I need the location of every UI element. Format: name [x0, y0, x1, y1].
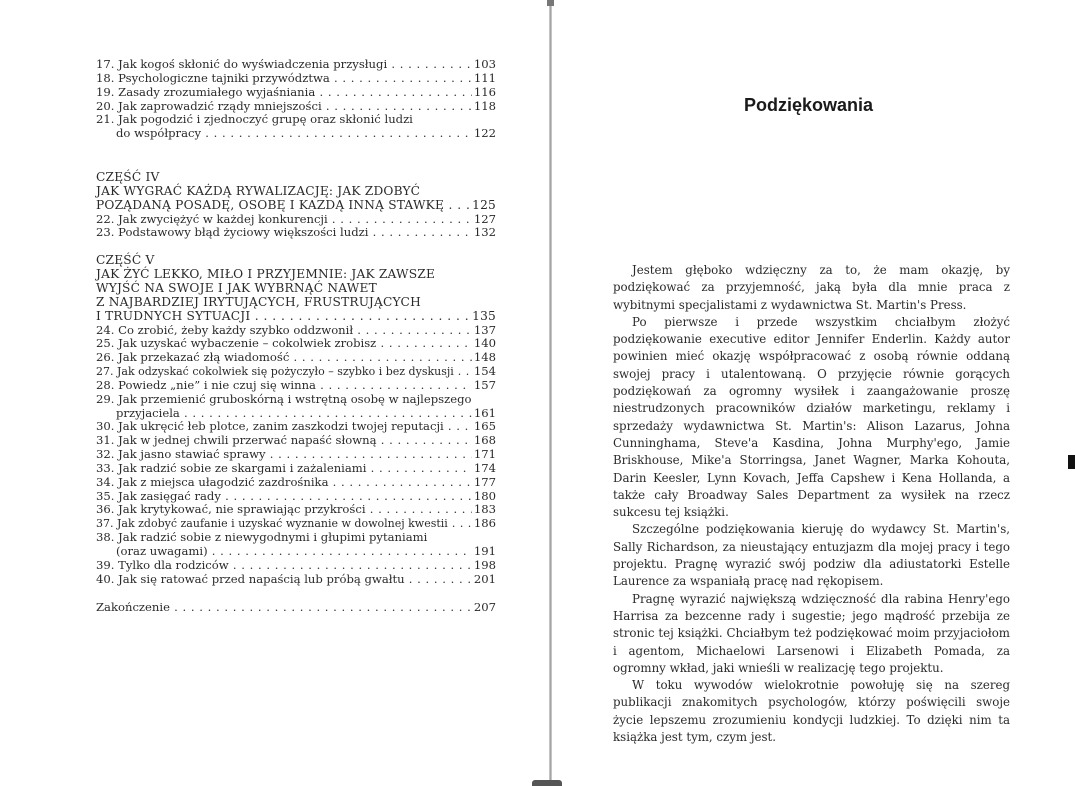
toc-entry-page: 116	[473, 84, 496, 99]
toc-entry-title: Jak przekazać złą wiadomość	[118, 351, 290, 365]
part-title: WYJŚĆ NA SWOJE I JAK WYBRNĄĆ NAWET	[96, 280, 377, 295]
part-label: CZĘŚĆ V	[96, 253, 155, 268]
table-of-contents	[96, 58, 496, 614]
toc-entry-page: 111	[473, 70, 496, 85]
book-spine	[549, 0, 552, 786]
ack-paragraph: Szczególne podziękowania kieruję do wydawcy St. Martin's, Sally Richardson, za nieustający entuzjazm dla mojej pracy i tego projektu. Pragnę wyrazić swój podziw dla adiustatorki Estelle Laurence za wspaniałą pracę nad rękopisem.	[613, 522, 1010, 589]
toc-entry-title: Psychologiczne tajniki przywództwa	[118, 71, 330, 85]
toc-entry-title: Jak zwyciężyć w każdej konkurencji	[118, 212, 328, 226]
toc-part-5	[96, 254, 496, 586]
toc-entry-title: Co zrobić, żeby każdy szybko oddzwonił	[118, 323, 354, 337]
toc-entry-40: 40. Jak się ratować przed napaścią lub próbą gwałtu . . . 201	[96, 573, 496, 587]
part-title-last: I TRUDNYCH SYTUACJI . . . 135	[96, 310, 496, 324]
toc-entry-page: 154	[473, 364, 496, 379]
toc-entry-title: Jak odzyskać cokolwiek się pożyczyło – szybko i bez dyskusji	[117, 365, 454, 379]
toc-entry-title: Jak uzyskać wybaczenie – cokolwiek zrobisz	[118, 337, 377, 351]
toc-entry-page: 201	[473, 571, 496, 586]
toc-entry-page: 161	[473, 405, 496, 420]
toc-entry-page: 103	[473, 57, 496, 71]
toc-entry-page: 157	[473, 377, 496, 392]
toc-entry-title: Jak w jednej chwili przerwać napaść słowną	[118, 434, 377, 448]
toc-entry-38: 38. Jak radzić sobie z niewygodnymi i głupimi pytaniami	[96, 530, 428, 545]
toc-entry-27: 27. Jak odzyskać cokolwiek się pożyczyło – szybko i bez dyskusji . . . 154	[96, 365, 496, 379]
toc-entry-19: 19. Zasady zrozumiałego wyjaśniania . . . 116	[96, 86, 496, 100]
part-title-last: POŻĄDANĄ POSADĘ, OSOBĘ I KAŻDĄ INNĄ STAWKĘ . . . 125	[96, 199, 496, 213]
toc-entry-38-cont: (oraz uwagami) . . . 191	[96, 545, 496, 559]
part-title: JAK WYGRAĆ KAŻDĄ RYWALIZACJĘ: JAK ZDOBYĆ	[96, 183, 421, 198]
toc-entry-title: Tylko dla rodziców	[118, 558, 229, 572]
toc-entry-36: 36. Jak krytykować, nie sprawiając przykrości . . . 183	[96, 503, 496, 517]
toc-entry-33: 33. Jak radzić sobie ze skargami i zażaleniami . . . 174	[96, 462, 496, 476]
toc-entry-37: 37. Jak zdobyć zaufanie i uzyskać wyznanie w dowolnej kwestii . . . 186	[96, 517, 496, 531]
toc-entry-title: Jak zdobyć zaufanie i uzyskać wyznanie w dowolnej kwestii	[117, 517, 448, 531]
part-title: JAK ŻYĆ LEKKO, MIŁO I PRZYJEMNIE: JAK ZAWSZE	[96, 267, 436, 282]
acknowledgements-heading: Podziękowania	[744, 95, 874, 115]
toc-entry-page: 177	[473, 474, 496, 489]
toc-entry-title: Zasady zrozumiałego wyjaśniania	[118, 85, 316, 99]
toc-entry-25: 25. Jak uzyskać wybaczenie – cokolwiek zrobisz . . . 140	[96, 337, 496, 351]
toc-entry-29: 29. Jak przemienić gruboskórną i wstrętną osobę w najlepszego	[96, 391, 472, 406]
toc-entry-17: 17. Jak kogoś skłonić do wyświadczenia przysługi . . . 103	[96, 58, 496, 72]
part-label: CZĘŚĆ IV	[96, 170, 160, 185]
toc-entry-18: 18. Psychologiczne tajniki przywództwa . . . 111	[96, 72, 496, 86]
toc-entry-22: 22. Jak zwyciężyć w każdej konkurencji . . . 127	[96, 213, 496, 227]
toc-entry-34: 34. Jak z miejsca ułagodzić zazdrośnika . . . 177	[96, 476, 496, 490]
toc-conclusion	[96, 601, 496, 615]
toc-entry-page: 171	[473, 447, 496, 462]
ack-paragraph: W toku wywodów wielokrotnie powołuję się na szereg publikacji znakomitych psychologów, którzy poświęcili swoje życie lepszemu zrozumieniu kondycji ludzkiej. To dzięki nim ta książka jest tym, czym jest.	[613, 678, 1010, 745]
toc-entry-title: Jak z miejsca ułagodzić zazdrośnika	[118, 475, 329, 489]
toc-entry-35: 35. Jak zasięgać rady . . . 180	[96, 490, 496, 504]
part-title: Z NAJBARDZIEJ IRYTUJĄCYCH, FRUSTRUJĄCYCH	[96, 294, 421, 309]
toc-entry-title: Jak ukręcić łeb plotce, zanim zaszkodzi twojej reputacji	[118, 420, 444, 434]
toc-entry-28: 28. Powiedz „nie” i nie czuj się winna . . . 157	[96, 379, 496, 393]
toc-entry-29-cont: przyjaciela . . . 161	[96, 407, 496, 421]
toc-entry-24: 24. Co zrobić, żeby każdy szybko oddzwonił . . . 137	[96, 324, 496, 338]
toc-entry-page: 127	[473, 211, 496, 226]
toc-entry-21-cont: do współpracy . . . 122	[96, 127, 496, 141]
toc-entry-23: 23. Podstawowy błąd życiowy większości ludzi . . . 132	[96, 226, 496, 240]
acknowledgements-body	[613, 262, 1010, 746]
toc-part-4	[96, 171, 496, 240]
toc-entry-32: 32. Jak jasno stawiać sprawy . . . 171	[96, 448, 496, 462]
toc-entry-page: 140	[473, 336, 496, 351]
toc-entry-page: 122	[473, 126, 496, 141]
toc-entry-page: 207	[473, 599, 496, 614]
toc-entry-title: Jak jasno stawiać sprawy	[118, 448, 266, 462]
toc-entry-title: Jak zasięgać rady	[118, 489, 221, 503]
toc-entry-title: Podstawowy błąd życiowy większości ludzi	[118, 226, 369, 240]
ack-paragraph: Pragnę wyrazić największą wdzięczność dla rabina Henry'ego Harrisa za bezcenne rady i sugestie; jego mądrość przebija ze stronic tej książki. Chciałbym też podziękować moim przyjaciołom i agentom, Michaelowi Larsenowi i Elizabeth Pomada, za ogromny wkład, jaki wnieśli w realizację tego projektu.	[613, 591, 1010, 675]
toc-entry-page: 174	[473, 460, 496, 475]
toc-entry-30: 30. Jak ukręcić łeb plotce, zanim zaszkodzi twojej reputacji . . . 165	[96, 420, 496, 434]
toc-entry-title: Zakończenie	[96, 600, 170, 614]
ack-paragraph: Po pierwsze i przede wszystkim chciałbym złożyć podziękowanie executive editor Jennifer Enderlin. Każdy autor powinien mieć okazję współpracować z osobą równie oddaną swojej pracy i utalentowaną. O przyjęcie równie gorących podziękowań za ogromny wysiłek i zaangażowanie proszę niestrudzonych pracowników działów marketingu, reklamy i sprzedaży wydawnictwa St. Martin's: Alison Lazarus, Johna Cunninghama, Steve'a Kasdina, Johna Murphy'ego, Jamie Briskhouse, Mike'a Storringsa, Janet Wagner, Marka Kohouta, Darin Keesler, Lynn Kovach, Jeffa Capshew i Kena Hollanda, a także cały Broadway Sales Department za wysiłek na rzecz sukcesu tej książki.	[613, 314, 1010, 520]
toc-entry-page: 148	[473, 350, 496, 365]
toc-entry-title: Jak przemienić gruboskórną i wstrętną osobę w najlepszego	[118, 391, 472, 406]
toc-entry-title: Jak pogodzić i zjednoczyć grupę oraz skłonić ludzi	[118, 112, 413, 127]
toc-entry-page: 137	[473, 322, 496, 337]
toc-entry-page: 118	[473, 98, 496, 113]
toc-entry-page: 183	[473, 502, 496, 517]
toc-entry-title: Jak krytykować, nie sprawiając przykrości	[118, 503, 366, 517]
toc-entry-page: 180	[473, 488, 496, 503]
toc-entry-page: 165	[473, 419, 496, 434]
toc-group-1	[96, 58, 496, 141]
toc-entry-title: Jak się ratować przed napaścią lub próbą gwałtu	[118, 572, 405, 586]
toc-entry-page: 132	[473, 225, 496, 240]
toc-entry-page: 186	[473, 516, 496, 531]
toc-entry-20: 20. Jak zaprowadzić rządy mniejszości . . . 118	[96, 100, 496, 114]
toc-entry-39: 39. Tylko dla rodziców . . . 198	[96, 559, 496, 573]
toc-entry-title: Jak radzić sobie z niewygodnymi i głupimi pytaniami	[118, 530, 428, 545]
toc-entry-page: 135	[472, 308, 496, 323]
toc-entry-page: 168	[473, 433, 496, 448]
toc-entry-title: Jak zaprowadzić rządy mniejszości	[118, 99, 322, 113]
toc-entry-page: 191	[473, 544, 496, 558]
ack-paragraph: Jestem głęboko wdzięczny za to, że mam okazję, by podziękować za przyjemność, jaką była dla mnie praca z wybitnymi specjalistami z wydawnictwa St. Martin's Press.	[613, 263, 1010, 312]
toc-entry-title: Jak radzić sobie ze skargami i zażaleniami	[118, 461, 367, 475]
page-edge-mark	[1068, 455, 1075, 469]
toc-entry-page: 198	[473, 557, 496, 572]
toc-entry-page: 125	[472, 197, 496, 212]
toc-entry-31: 31. Jak w jednej chwili przerwać napaść słowną . . . 168	[96, 434, 496, 448]
toc-entry-21: 21. Jak pogodzić i zjednoczyć grupę oraz skłonić ludzi	[96, 112, 413, 127]
toc-entry-26: 26. Jak przekazać złą wiadomość . . . 148	[96, 351, 496, 365]
toc-entry-title: Powiedz „nie” i nie czuj się winna	[118, 378, 316, 392]
toc-entry-title: Jak kogoś skłonić do wyświadczenia przysługi	[118, 58, 388, 71]
